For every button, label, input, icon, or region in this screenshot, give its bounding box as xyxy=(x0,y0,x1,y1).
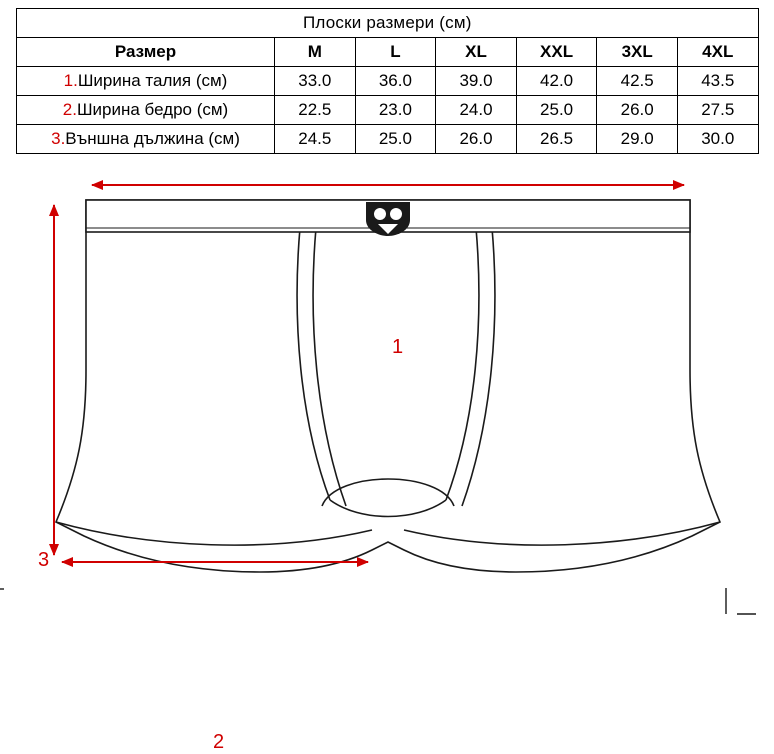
brand-shield-logo xyxy=(366,202,410,236)
dim-label-thigh-width: 2 xyxy=(213,731,225,753)
cell-length-xl: 26.0 xyxy=(436,125,517,154)
header-size-l: L xyxy=(355,38,436,67)
dim-label-waist-width: 1 xyxy=(392,336,404,358)
table-row xyxy=(17,125,759,154)
boxer-briefs-outline xyxy=(56,200,720,572)
table-row xyxy=(17,96,759,125)
header-size-m: M xyxy=(275,38,356,67)
cell-thigh-4xl: 27.5 xyxy=(677,96,758,125)
front-seam-right xyxy=(446,228,479,500)
cell-thigh-xxl: 25.0 xyxy=(516,96,597,125)
row-number: 1. xyxy=(63,71,78,90)
cell-waist-3xl: 42.5 xyxy=(597,67,678,96)
row-label-text: Външна дължина (см) xyxy=(65,129,240,148)
cell-length-m: 24.5 xyxy=(275,125,356,154)
header-size-3xl: 3XL xyxy=(597,38,678,67)
cell-thigh-xl: 24.0 xyxy=(436,96,517,125)
cell-length-xxl: 26.5 xyxy=(516,125,597,154)
table-header-row xyxy=(17,38,759,67)
row-number: 3. xyxy=(51,129,66,148)
cell-length-3xl: 29.0 xyxy=(597,125,678,154)
header-size-label: Размер xyxy=(17,38,275,67)
product-diagram xyxy=(0,170,774,753)
cell-thigh-m: 22.5 xyxy=(275,96,356,125)
dim-label-outer-length: 3 xyxy=(38,549,50,571)
row-label-text: Ширина талия (см) xyxy=(77,71,228,90)
row-label-text: Ширина бедро (см) xyxy=(76,100,229,119)
left-leg-hem xyxy=(56,522,372,545)
pouch-bottom xyxy=(330,500,446,517)
cell-waist-xxl: 42.0 xyxy=(516,67,597,96)
cell-thigh-l: 23.0 xyxy=(355,96,436,125)
header-size-4xl: 4XL xyxy=(677,38,758,67)
table-row xyxy=(17,67,759,96)
cell-length-l: 25.0 xyxy=(355,125,436,154)
cell-length-4xl: 30.0 xyxy=(677,125,758,154)
row-label-waist xyxy=(17,67,275,96)
right-leg-hem xyxy=(404,522,720,545)
size-table xyxy=(16,8,759,154)
cell-waist-m: 33.0 xyxy=(275,67,356,96)
row-label-length xyxy=(17,125,275,154)
row-number: 2. xyxy=(62,100,77,119)
header-size-xl: XL xyxy=(436,38,517,67)
corner-marks xyxy=(726,588,756,614)
size-table-container xyxy=(16,8,758,154)
cell-thigh-3xl: 26.0 xyxy=(597,96,678,125)
page-title: Плоски размери (см) xyxy=(17,9,759,38)
table-title-row xyxy=(17,9,759,38)
cell-waist-4xl: 43.5 xyxy=(677,67,758,96)
cell-waist-l: 36.0 xyxy=(355,67,436,96)
row-label-thigh xyxy=(17,96,275,125)
cell-waist-xl: 39.0 xyxy=(436,67,517,96)
header-size-xxl: XXL xyxy=(516,38,597,67)
